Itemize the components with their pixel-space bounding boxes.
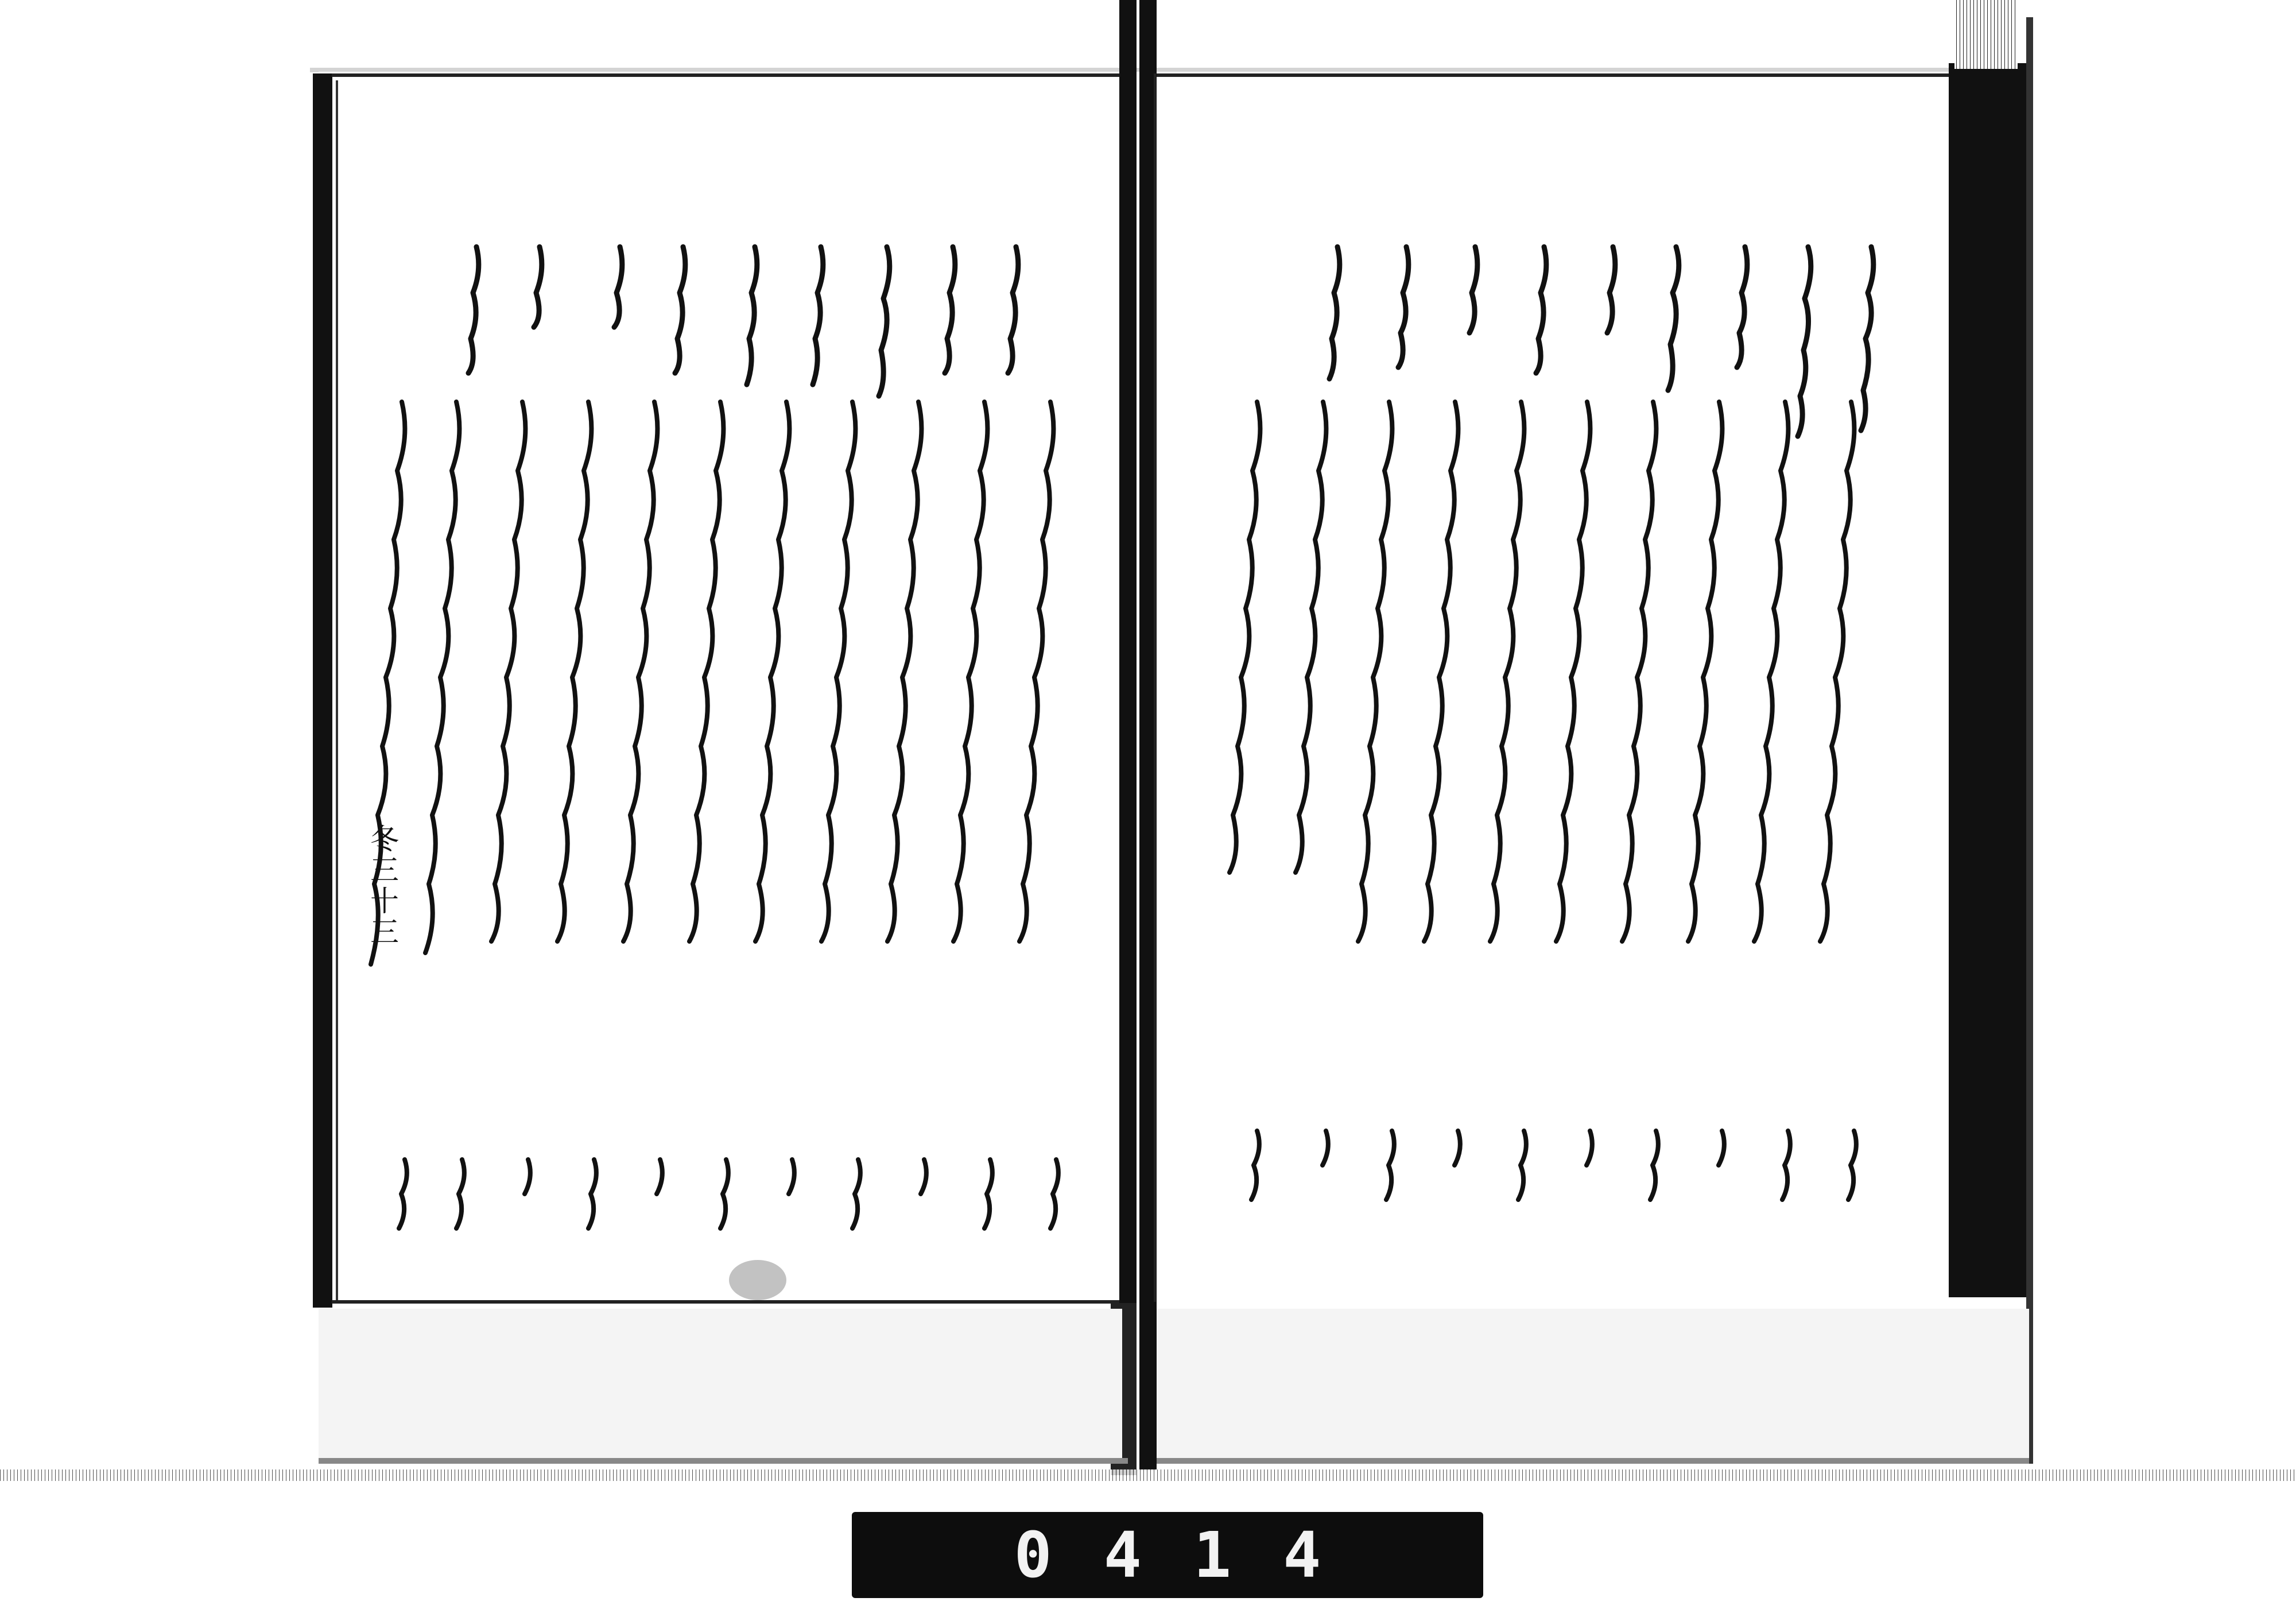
frame-number: 0414 xyxy=(1014,1518,1373,1592)
right-page xyxy=(1139,0,2033,1469)
left-page xyxy=(313,0,1139,1475)
smudge xyxy=(729,1260,786,1300)
page-number: 冬三十三 xyxy=(366,824,399,948)
